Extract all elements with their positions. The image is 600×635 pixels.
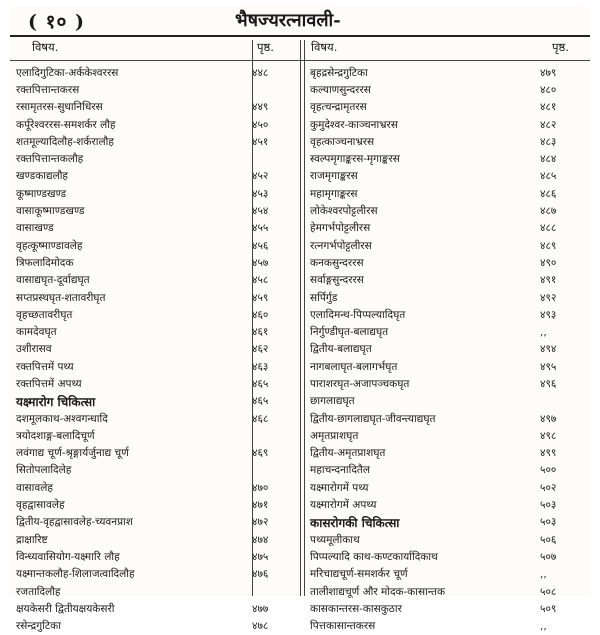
section-heading-row: कासरोगकी चिकित्सा ५०३ bbox=[310, 515, 557, 530]
left-page-heading: पृष्ठ. bbox=[257, 40, 274, 54]
index-row: सर्पिर्गुड ४९२ bbox=[310, 291, 557, 304]
index-row: रसामृतरस-सुधानिधिरस ४४९ bbox=[16, 101, 269, 114]
index-row: तालीशाद्यचूर्ण और मोदक-कासान्तक ५०८ bbox=[310, 585, 557, 598]
index-row: वृहत्चन्द्रामृतरस ४८१ bbox=[310, 101, 557, 114]
index-row: मरिचाद्यचूर्ण-समशर्कर चूर्ण ‚‚ bbox=[310, 568, 547, 581]
index-row: द्वितीय-वृहद्वासावलेह-च्यवनप्राश ४७२ bbox=[16, 516, 269, 529]
index-row: स्वल्पमृगाङ्करस-मृगाङ्करस ४८४ bbox=[310, 153, 557, 166]
index-row: सर्वाङ्गसुन्दररस ४९१ bbox=[310, 274, 557, 287]
index-row: रक्तपित्तमें पथ्य ४६३ bbox=[16, 360, 269, 373]
index-row: द्वितीय-अमृतप्राशघृत ४९९ bbox=[310, 447, 557, 460]
right-column bbox=[306, 64, 586, 635]
header-rule bbox=[10, 35, 590, 37]
index-row: एलादिगुटिका-अर्ककेश्वररस ४४८ bbox=[16, 66, 269, 79]
index-row: द्वितीय-बलाद्यघृत ४९४ bbox=[310, 343, 557, 356]
index-row: रक्तपित्तमें अपथ्य ४६५ bbox=[16, 377, 269, 390]
index-row: खण्डकाद्यलौह ४५२ bbox=[16, 170, 269, 183]
index-row: लोकेश्वरपोट्टलीरस ४८७ bbox=[310, 205, 557, 218]
index-row: वृहत्कूष्माण्डावलेह ४५६ bbox=[16, 239, 269, 252]
index-row: यक्ष्मान्तकलौह-शिलाजत्वादिलौह ४७६ bbox=[16, 568, 269, 581]
index-row: वृहत्काञ्चनाभ्ररस ४८३ bbox=[310, 135, 557, 148]
index-row: वृहच्छतावरीघृत ४६० bbox=[16, 308, 269, 321]
index-row: कासकान्तरस-कासकुठार ५०९ bbox=[310, 602, 557, 615]
index-row: वासाखण्ड ४५५ bbox=[16, 222, 269, 235]
index-row: पिप्पल्यादि काथ-कण्टकार्यादिकाथ ५०७ bbox=[310, 550, 557, 563]
right-subject-heading: विषय. bbox=[311, 40, 338, 54]
index-row: सितोपलादिलेह bbox=[16, 464, 72, 477]
index-row: सप्तप्रस्थघृत-शतावरीघृत ४५९ bbox=[16, 291, 269, 304]
index-row: एलादिमन्थ-पिप्पल्यादिघृत ४९३ bbox=[310, 308, 557, 321]
index-row: दशमूलकाथ-अश्वगन्धादि ४६८ bbox=[16, 412, 269, 425]
index-row: महामृगाङ्करस ४८६ bbox=[310, 187, 557, 200]
index-row: कनकसुन्दररस ४९० bbox=[310, 256, 557, 269]
section-heading-row: यक्ष्मारोग चिकित्सा ४६५ bbox=[16, 394, 269, 409]
center-divider-inner bbox=[304, 40, 305, 596]
index-row: कुमुदेश्वर-काञ्चनाभ्ररस ४८२ bbox=[310, 118, 557, 131]
index-row: वासावलेह ४७० bbox=[16, 481, 269, 494]
index-row: त्रिफलादिमोदक ४५७ bbox=[16, 256, 269, 269]
index-row: द्राक्षारिष्ट ४७४ bbox=[16, 533, 269, 546]
index-row: वासाद्यघृत-दूर्वाद्यघृत ४५८ bbox=[16, 274, 269, 287]
index-row: शतमूल्यादिलौह-शर्करालौह ४५१ bbox=[16, 135, 269, 148]
index-row: महाचन्दनादितैल ५०० bbox=[310, 464, 557, 477]
index-row: वासाकूष्माण्डखण्ड ४५४ bbox=[16, 205, 269, 218]
page-title: भैषज्यरत्नावली- bbox=[235, 10, 341, 31]
index-row: पथ्यमूलीकाथ ५०६ bbox=[310, 533, 557, 546]
index-row: पाराशरघृत-अजापञ्चकघृत ४९६ bbox=[310, 377, 557, 390]
index-row: कर्पूरेश्वररस-समशर्कर लौह ४५० bbox=[16, 118, 269, 131]
index-row: द्वितीय-छागलाद्यघृत-जीवन्त्याद्यघृत ४९७ bbox=[310, 412, 557, 425]
index-row: रसेन्द्रगुटिका ४७८ bbox=[16, 620, 269, 633]
index-row: लवंगाद्य चूर्ण-श्रृङ्गार्यर्जुनाद्य चूर्ण ४६९ bbox=[16, 447, 269, 460]
index-row: वृहद्वासावलेह ४७१ bbox=[16, 499, 269, 512]
index-row: कूष्माण्डखण्ड ४५३ bbox=[16, 187, 269, 200]
index-row: कल्याणसुन्दररस ४८० bbox=[310, 83, 557, 96]
index-row: कामदेवघृत ४६१ bbox=[16, 326, 269, 339]
index-row: यक्ष्मारोगमें अपथ्य ५०३ bbox=[310, 499, 557, 512]
index-row: छागलाद्यघृत bbox=[310, 395, 355, 408]
center-divider bbox=[300, 40, 301, 596]
left-subject-heading: विषय. bbox=[32, 40, 59, 54]
page-header bbox=[10, 6, 590, 32]
index-row: त्रयोदशाङ्ग-बलादिचूर्ण bbox=[16, 429, 95, 442]
index-row: विन्ध्यवासियोग-यक्ष्मारि लौह ४७५ bbox=[16, 550, 269, 563]
index-row: नागबलाघृत-बलागर्भघृत ४९५ bbox=[310, 360, 557, 373]
index-row: रजतादिलौह bbox=[16, 585, 61, 598]
index-row: पित्तकासान्तकरस ‚‚ bbox=[310, 620, 547, 633]
index-row: उशीरासव ४६२ bbox=[16, 343, 269, 356]
index-row: रक्तपित्तान्तकरस bbox=[16, 83, 80, 96]
index-row: यक्ष्मारोगमें पथ्य ५०२ bbox=[310, 481, 557, 494]
page-number: ( १० ) bbox=[28, 11, 85, 33]
index-row: अमृतप्राशघृत ४९८ bbox=[310, 429, 557, 442]
right-page-heading: पृष्ठ. bbox=[552, 40, 569, 54]
index-page bbox=[10, 6, 590, 633]
index-row: राजमृगाङ्करस ४८५ bbox=[310, 170, 557, 183]
index-row: बृहद्रसेन्द्रगुटिका ४७९ bbox=[310, 66, 557, 79]
index-row: हेमगर्भपोट्टलीरस ४८८ bbox=[310, 222, 557, 235]
index-row: क्षयकेसरी द्वितीयक्षयकेसरी ४७७ bbox=[16, 602, 269, 615]
index-row: निर्गुण्डीघृत-बलाद्यघृत ‚‚ bbox=[310, 326, 547, 339]
index-row: रक्तपित्तान्तकलौह bbox=[16, 153, 84, 166]
left-column bbox=[10, 64, 292, 635]
index-row: रत्नगर्भपोट्टलीरस ४८९ bbox=[310, 239, 557, 252]
